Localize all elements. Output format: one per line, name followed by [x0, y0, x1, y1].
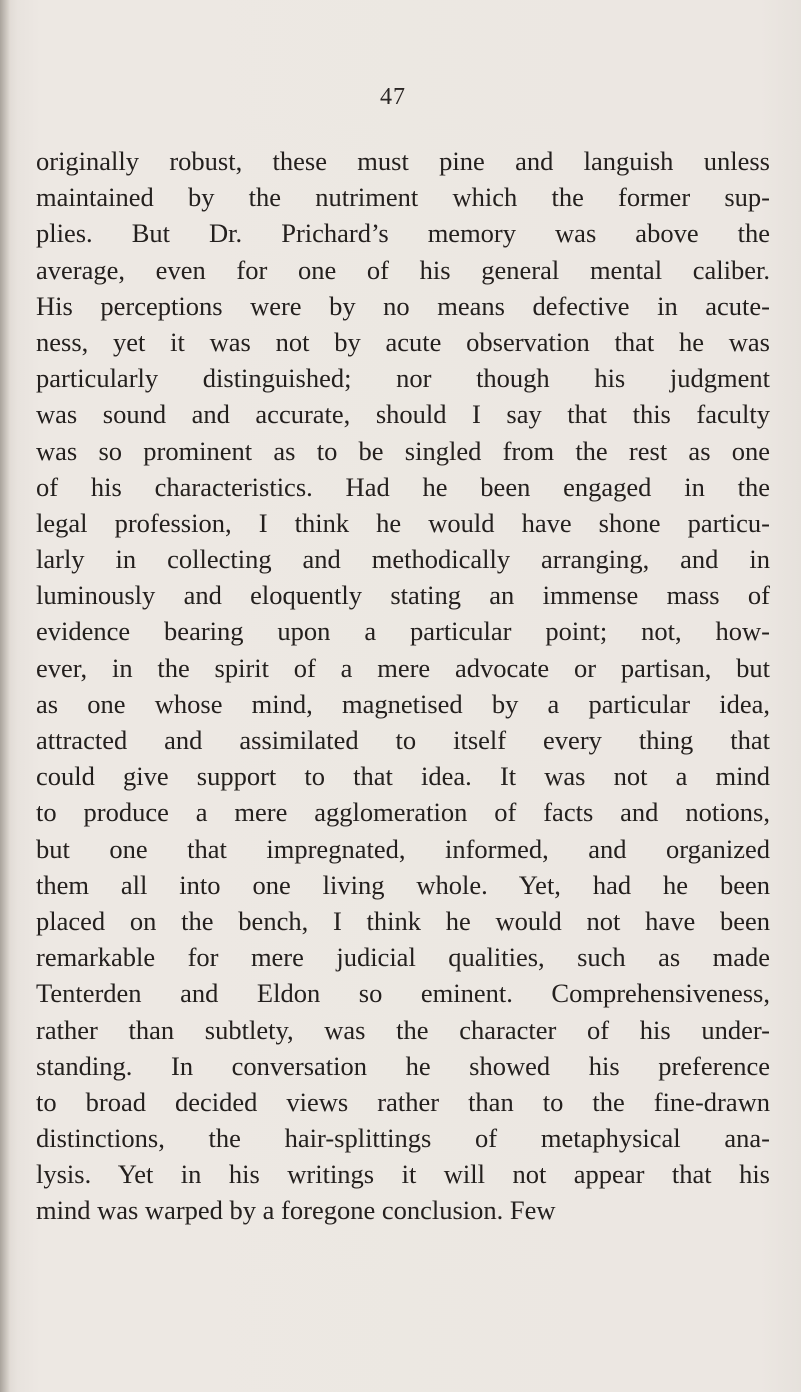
text-line: lysis. Yet in his writings it will not appear that his — [36, 1159, 770, 1190]
page-number: 47 — [380, 84, 406, 110]
text-line: mind was warped by a foregone conclusion. Few — [36, 1195, 556, 1226]
text-line: plies. But Dr. Prichard’s memory was above the — [36, 218, 770, 249]
text-line: could give support to that idea. It was not a mind — [36, 761, 770, 792]
text-line: attracted and assimilated to itself every thing that — [36, 725, 770, 755]
text-line: legal profession, I think he would have shone particu- — [36, 507, 770, 538]
text-line: larly in collecting and methodically arranging, and in — [36, 544, 770, 575]
page-binding-edge — [0, 0, 10, 1392]
text-line: maintained by the nutriment which the former sup- — [36, 182, 770, 213]
text-line: Tenterden and Eldon so eminent. Comprehensiveness, — [36, 978, 770, 1009]
text-line: luminously and eloquently stating an immense mass of — [36, 580, 770, 611]
text-line: as one whose mind, magnetised by a particular idea, — [36, 688, 770, 719]
text-line: particularly distinguished; nor though his judgment — [36, 363, 770, 394]
text-line: was so prominent as to be singled from the rest as one — [36, 435, 770, 466]
text-line: placed on the bench, I think he would not have been — [36, 905, 770, 936]
text-line: rather than subtlety, was the character of his under- — [36, 1014, 770, 1045]
text-line: ness, yet it was not by acute observation that he was — [36, 326, 770, 357]
text-line: distinctions, the hair-splittings of metaphysical ana- — [36, 1123, 770, 1154]
text-line: remarkable for mere judicial qualities, such as made — [36, 942, 770, 973]
text-line: to produce a mere agglomeration of facts and notions, — [36, 797, 770, 828]
text-line: was sound and accurate, should I say that this faculty — [36, 399, 770, 430]
text-line: originally robust, these must pine and languish unless — [36, 146, 770, 176]
text-line: of his characteristics. Had he been engaged in the — [36, 471, 770, 502]
text-line: but one that impregnated, informed, and organized — [36, 833, 770, 864]
body-text — [36, 143, 770, 1229]
text-line: to broad decided views rather than to the fine-drawn — [36, 1086, 770, 1117]
text-line: His perceptions were by no means defective in acute- — [36, 290, 770, 321]
text-line: them all into one living whole. Yet, had he been — [36, 869, 770, 900]
text-line: evidence bearing upon a particular point; not, how- — [36, 616, 770, 647]
text-line: ever, in the spirit of a mere advocate or partisan, but — [36, 652, 770, 683]
text-line: average, even for one of his general mental caliber. — [36, 254, 770, 285]
text-line: standing. In conversation he showed his preference — [36, 1050, 770, 1081]
